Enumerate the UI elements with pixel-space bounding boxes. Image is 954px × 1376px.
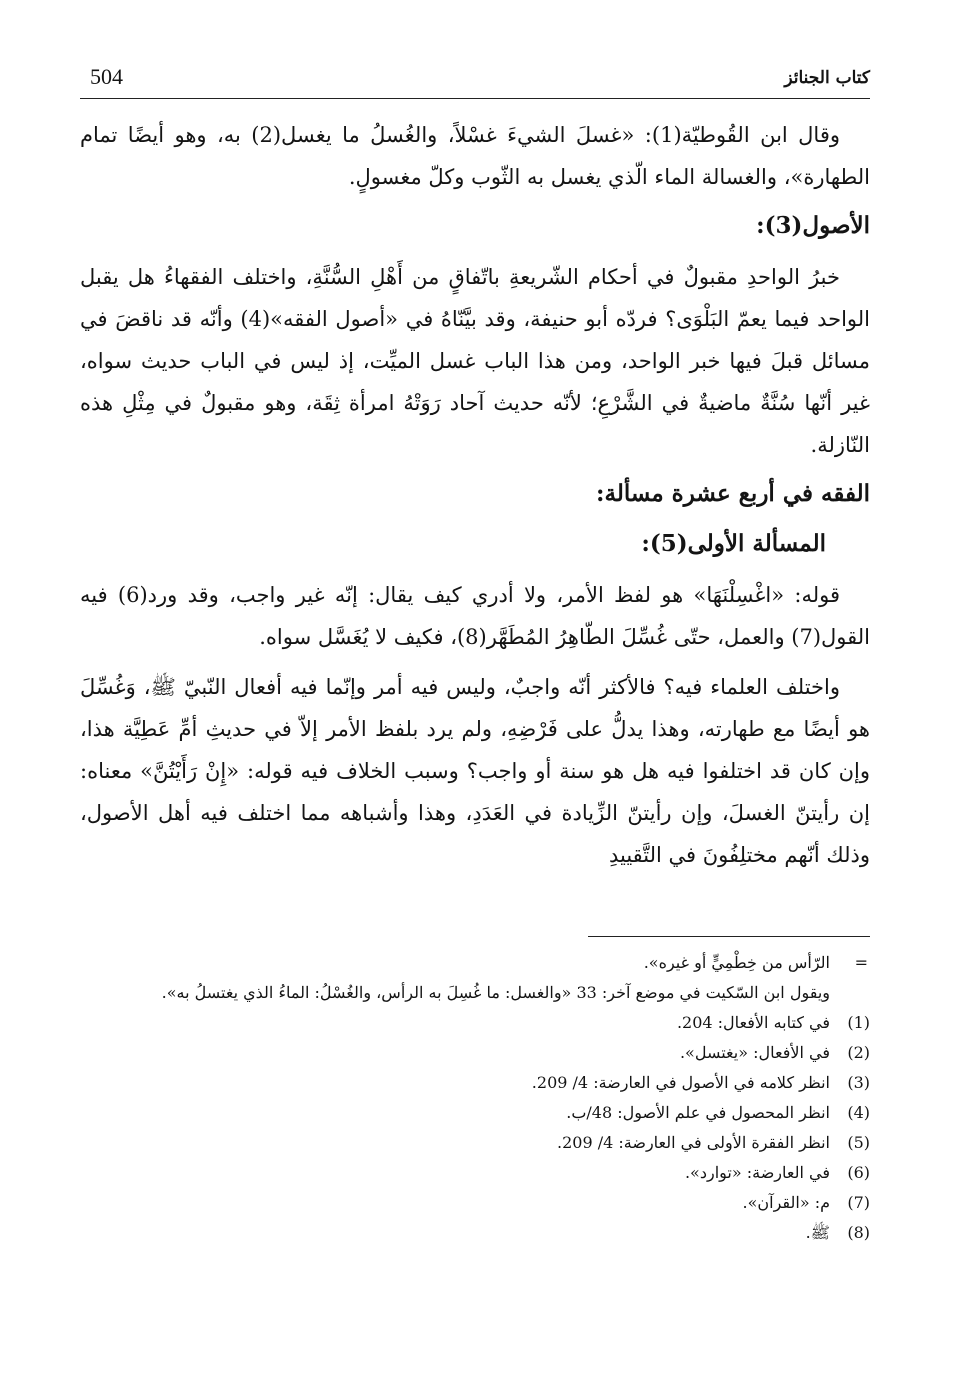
footnote-text: ﷺ. — [805, 1223, 830, 1242]
footnote-separator — [588, 936, 870, 937]
footnote-text: م: «القرآن». — [742, 1193, 830, 1212]
page-header — [80, 64, 870, 99]
running-title: كتاب الجنائز — [784, 68, 870, 88]
footnote-item — [80, 1098, 870, 1128]
heading-fiqh: الفقه في أربع عشرة مسألة: — [596, 480, 870, 507]
footnote-item — [80, 1218, 870, 1248]
paragraph-khabar-alwahid: خبرُ الواحدِ مقبولٌ في أحكام الشّريعةِ باتّفاقٍ من أَهْلِ السُّنَّةِ، واختلف الفقهاءُ هل يقبل الواحد فيما يعمّ البَلْوَى؟ فردّه أبو حنيفة، وقد بيَّنّاهُ في «أصول الفقه»(4) وأنّه قد ناقضَ في مسائل قبلَ فيها خبر الواحد، ومن هذا الباب غسل الميِّت، إذ ليس في الباب حديث سواه، غير أنّها سُنَّةٌ ماضيةٌ في الشَّرْعِ؛ لأنّه حديث آحاد رَوَتْهُ امرأة ثِقَة، وهو مقبولٌ في مِثْلِ هذه النّازلة. — [80, 265, 870, 457]
main-text — [80, 114, 870, 884]
footnote-item — [80, 1188, 870, 1218]
footnote-item — [80, 1068, 870, 1098]
footnote-text: انظر المحصول في علم الأصول: 48/ب. — [566, 1103, 830, 1122]
page-number: 504 — [90, 64, 123, 89]
footnote-item — [80, 1128, 870, 1158]
footnote-item — [80, 1038, 870, 1068]
footnote-item — [80, 1158, 870, 1188]
footnote-item — [80, 1008, 870, 1038]
paragraph-ighsilnaha: قوله: «اغْسِلْنَهَا» هو لفظ الأمر، ولا أدري كيف يقال: إنّه غير واجب، وقد ورد(6) فيه القول(7) والعمل، حتّى غُسِّلَ الطّاهِرُ المُطَهَّر(8)، فكيف لا يُغَسَّل سواه. — [80, 583, 870, 649]
footnote-text: انظر الفقرة الأولى في العارضة: 4/ 209. — [557, 1133, 830, 1152]
footnote-number: (6) — [847, 1163, 870, 1182]
footnote-number: (7) — [847, 1193, 870, 1212]
footnote-continuation — [80, 948, 870, 1008]
footnote-text: في الأفعال: «يغتسل». — [679, 1043, 830, 1062]
footnote-number: (1) — [847, 1013, 870, 1032]
continuation-mark: = — [854, 953, 868, 972]
continuation-text-1: الرّأس من خِطْمِيٍّ أو غيره». — [643, 953, 830, 972]
footnote-number: (8) — [847, 1223, 870, 1242]
footnote-number: (4) — [847, 1103, 870, 1122]
footnote-number: (3) — [847, 1073, 870, 1092]
paragraph-ibn-alqutiyya: وقال ابن القُوطيّة(1): «غسلَ الشيءَ غسْلاً، والغُسلُ ما يغسل(2) به، وهو أيضًا تمام الطهارة»، والغسالة الماء الّذي يغسل به الثّوب وكلّ مغسولٍ. — [80, 123, 870, 189]
footnotes — [80, 948, 870, 1248]
footnote-number: (5) — [847, 1133, 870, 1152]
continuation-text-2: ويقول ابن السّكيت في موضع آخر: 33 «والغسل: ما غُسِلَ به الرأس، والغُسْلُ: الماءُ الذي يغتسلُ به». — [161, 983, 830, 1002]
footnote-text: في كتابه الأفعال: 204. — [676, 1013, 830, 1032]
footnote-text: في العارضة: «توارد». — [684, 1163, 830, 1182]
heading-first-issue: المسألة الأولى(5): — [641, 530, 826, 557]
footnote-text: انظر كلامه في الأصول في العارضة: 4/ 209. — [531, 1073, 830, 1092]
footnote-number: (2) — [847, 1043, 870, 1062]
paragraph-ikhtilaf: واختلف العلماء فيه؟ فالأكثر أنّه واجبٌ، وليس فيه أمر وإنّما فيه أفعال النّبيّ ﷺ، وَغُسِّلَ هو أيضًا مع طهارته، وهذا يدلُّ على فَرْضِهِ، ولم يرد بلفظ الأمر إلاّ في حديثِ أمِّ عَطِيَّة هذا، وإن كان قد اختلفوا فيه هل هو سنة أو واجب؟ وسبب الخلاف فيه قوله: «إِنْ رَأَيْتُنَّ» معناه: إن رأيتنّ الغسلَ، وإن رأيتنّ الزِّيادة في العَدَدِ، وهذا وأشباهه مما اختلف فيه أهل الأصول، وذلك أنّهم مختلِفُونَ في التَّقييدِ — [80, 675, 870, 867]
heading-usul: الأصول(3): — [756, 212, 870, 239]
